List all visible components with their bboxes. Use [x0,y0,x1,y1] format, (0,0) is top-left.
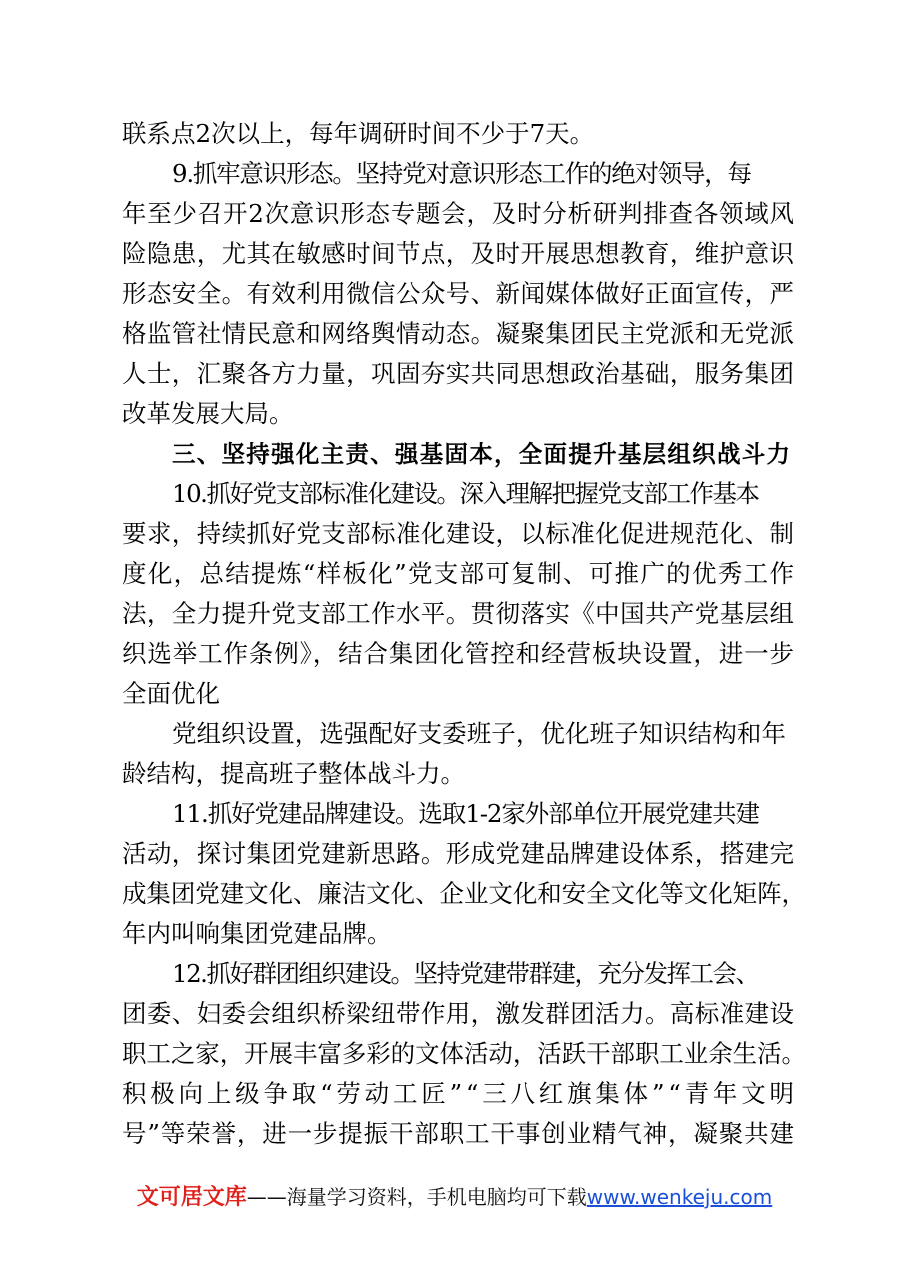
paragraph-line [0,754,909,794]
paragraph-line [0,634,909,674]
paragraph-line-text: 10.抓好党支部标准化建设。深入理解把握党支部工作基本 [172,479,759,508]
paragraph-line [0,1034,909,1074]
paragraph-line-text: 活动，探讨集团党建新思路。形成党建品牌建设体系，搭建完 [122,839,795,868]
paragraph-line-text: 职工之家，开展丰富多彩的文体活动，活跃干部职工业余生活。 [122,1039,806,1068]
paragraph-line-text: 格监管社情民意和网络舆情动态。凝聚集团民主党派和无党派 [122,319,795,348]
paragraph-line [0,314,909,354]
paragraph-line [0,274,909,314]
paragraph-line [0,554,909,594]
paragraph-line [0,514,909,554]
paragraph-line-text: 12.抓好群团组织建设。坚持党建带群建，充分发挥工会、 [172,959,759,988]
paragraph-line-text: 全面优化 [122,679,220,708]
paragraph-line [0,194,909,234]
paragraph-line-text: 要求，持续抓好党支部标准化建设，以标准化促进规范化、制 [122,519,795,548]
paragraph-line-text: 号”等荣誉，进一步提振干部职工干事创业精气神，凝聚共建 [122,1119,795,1148]
paragraph-line-text: 团委、妇委会组织桥梁纽带作用，激发群团活力。高标准建设 [122,999,795,1028]
paragraph-line-text: 9.抓牢意识形态。坚持党对意识形态工作的绝对领导，每 [172,159,751,188]
paragraph-line [0,714,909,754]
paragraph-line [0,914,909,954]
paragraph-line [0,354,909,394]
paragraph-line-text: 11.抓好党建品牌建设。选取1-2家外部单位开展党建共建 [172,799,759,828]
paragraph-line-text: 党组织设置，选强配好支委班子，优化班子知识结构和年 [172,719,787,748]
paragraph-line-text: 年至少召开2次意识形态专题会，及时分析研判排查各领域风 [122,199,795,228]
section-heading [0,434,909,474]
paragraph-line-text: 法，全力提升党支部工作水平。贯彻落实《中国共产党基层组 [122,599,795,628]
paragraph-line [0,394,909,434]
paragraph-line [0,154,909,194]
paragraph-line-text: 成集团党建文化、廉洁文化、企业文化和安全文化等文化矩阵， [122,879,806,908]
paragraph-line-text: 人士，汇聚各方力量，巩固夯实共同思想政治基础，服务集团 [122,359,795,388]
paragraph-line [0,474,909,514]
paragraph-line-text: 织选举工作条例》，结合集团化管控和经营板块设置，进一步 [122,639,795,668]
paragraph-line-text: 积极向上级争取“劳动工匠”“三八红旗集体”“青年文明 [122,1079,798,1108]
paragraph-line [0,994,909,1034]
section-heading-text: 三、坚持强化主责、强基固本，全面提升基层组织战斗力 [172,440,792,468]
paragraph-line [0,874,909,914]
paragraph-line [0,594,909,634]
paragraph-line-text: 联系点2次以上，每年调研时间不少于7天。 [122,119,595,148]
paragraph-line [0,954,909,994]
paragraph-line [0,114,909,154]
paragraph-line [0,1074,909,1114]
paragraph-line-text: 度化，总结提炼“样板化”党支部可复制、可推广的优秀工作 [122,559,796,588]
paragraph-line-text: 险隐患，尤其在敏感时间节点，及时开展思想教育，维护意识 [122,239,795,268]
paragraph-line-text: 龄结构，提高班子整体战斗力。 [122,759,465,788]
footer-brand: 文可居文库 [136,1185,247,1210]
paragraph-line-text: 改革发展大局。 [122,399,294,428]
paragraph-line-text: 年内叫响集团党建品牌。 [122,919,392,948]
paragraph-line [0,794,909,834]
footer-watermark [0,1180,909,1214]
footer-link[interactable]: www.wenkeju.com [586,1185,773,1209]
paragraph-line [0,834,909,874]
paragraph-line [0,674,909,714]
paragraph-line [0,1114,909,1154]
footer-tagline: ——海量学习资料，手机电脑均可下载 [246,1185,587,1209]
paragraph-line [0,234,909,274]
paragraph-line-text: 形态安全。有效利用微信公众号、新闻媒体做好正面宣传，严 [122,279,795,308]
